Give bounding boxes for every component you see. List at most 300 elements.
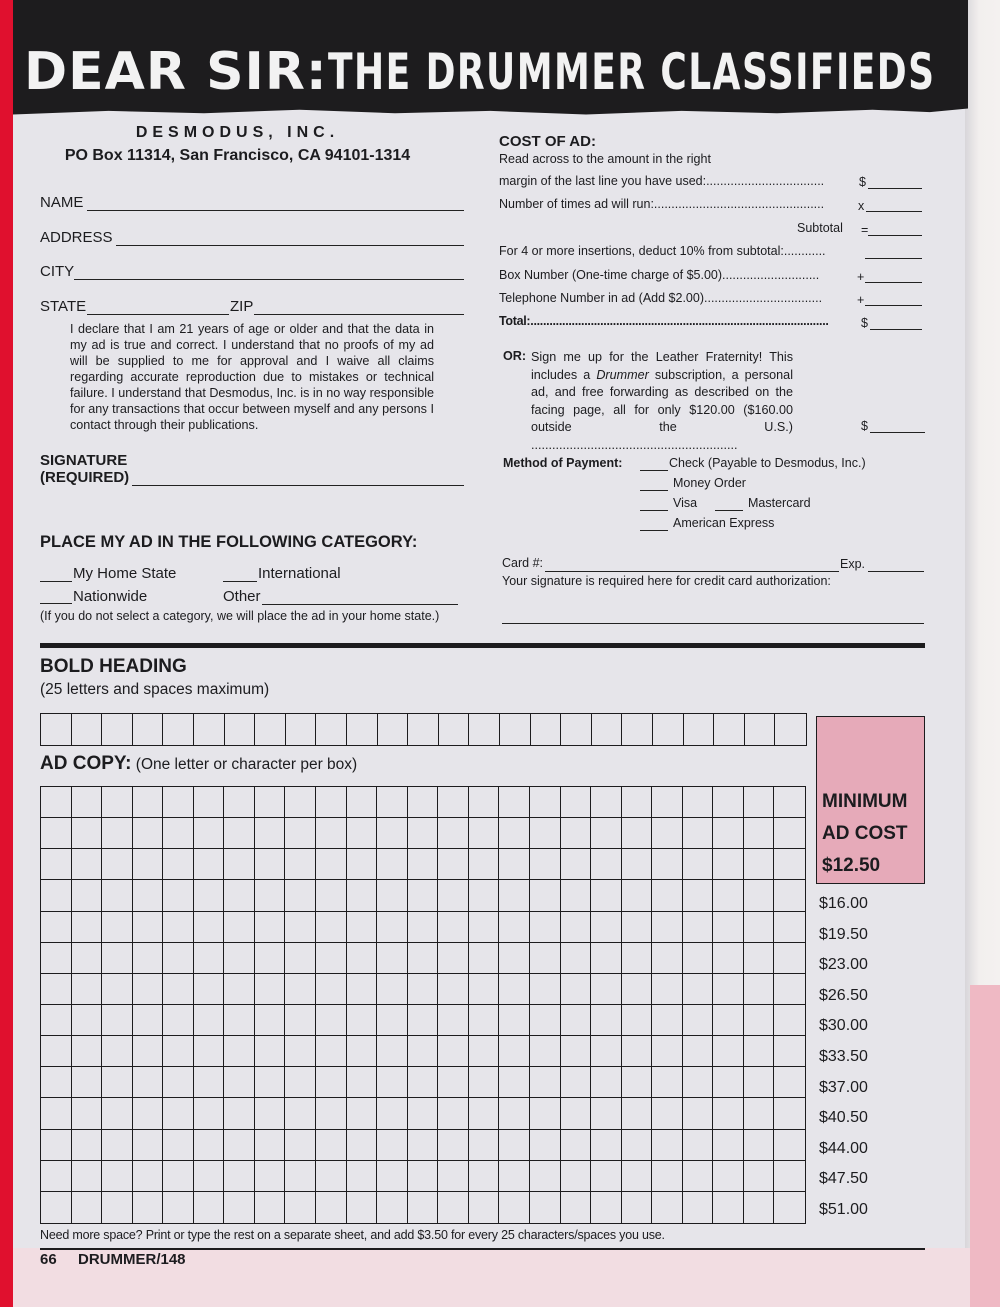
- ad-copy-box[interactable]: [774, 1067, 805, 1098]
- ad-copy-box[interactable]: [255, 1130, 286, 1161]
- ad-copy-box[interactable]: [224, 1098, 255, 1129]
- ad-copy-box[interactable]: [408, 1192, 439, 1223]
- ad-copy-box[interactable]: [438, 1192, 469, 1223]
- ad-copy-box[interactable]: [713, 912, 744, 943]
- heading-box[interactable]: [500, 714, 531, 745]
- ad-copy-box[interactable]: [744, 818, 775, 849]
- payment-visa-checkbox[interactable]: [640, 510, 668, 511]
- ad-copy-box[interactable]: [316, 818, 347, 849]
- ad-copy-box[interactable]: [377, 1005, 408, 1036]
- ad-copy-box[interactable]: [163, 1098, 194, 1129]
- ad-copy-box[interactable]: [591, 787, 622, 818]
- ad-copy-box[interactable]: [469, 1130, 500, 1161]
- ad-copy-box[interactable]: [285, 1098, 316, 1129]
- ad-copy-box[interactable]: [133, 1130, 164, 1161]
- ad-copy-box[interactable]: [316, 787, 347, 818]
- ad-copy-box[interactable]: [102, 1098, 133, 1129]
- ad-copy-box[interactable]: [652, 1067, 683, 1098]
- ad-copy-box[interactable]: [41, 1098, 72, 1129]
- ad-copy-box[interactable]: [41, 943, 72, 974]
- ad-copy-box[interactable]: [377, 1098, 408, 1129]
- payment-money-order-checkbox[interactable]: [640, 490, 668, 491]
- ad-copy-box[interactable]: [744, 1036, 775, 1067]
- ad-copy-box[interactable]: [561, 1067, 592, 1098]
- ad-copy-box[interactable]: [499, 1005, 530, 1036]
- heading-box[interactable]: [684, 714, 715, 745]
- ad-copy-box[interactable]: [713, 1161, 744, 1192]
- ad-copy-box[interactable]: [102, 818, 133, 849]
- ad-copy-box[interactable]: [41, 818, 72, 849]
- ad-copy-box[interactable]: [255, 1067, 286, 1098]
- ad-copy-box[interactable]: [683, 943, 714, 974]
- ad-copy-box[interactable]: [255, 880, 286, 911]
- ad-copy-box[interactable]: [530, 1161, 561, 1192]
- ad-copy-box[interactable]: [133, 1192, 164, 1223]
- ad-copy-box[interactable]: [744, 849, 775, 880]
- ad-copy-box[interactable]: [469, 849, 500, 880]
- ad-copy-box[interactable]: [499, 1161, 530, 1192]
- ad-copy-box[interactable]: [499, 1192, 530, 1223]
- ad-copy-box[interactable]: [408, 880, 439, 911]
- ad-copy-box[interactable]: [102, 1036, 133, 1067]
- ad-copy-box[interactable]: [163, 1192, 194, 1223]
- ad-copy-box[interactable]: [224, 1192, 255, 1223]
- ad-copy-box[interactable]: [591, 818, 622, 849]
- ad-copy-box[interactable]: [102, 912, 133, 943]
- ad-copy-box[interactable]: [377, 1036, 408, 1067]
- ad-copy-box[interactable]: [316, 1130, 347, 1161]
- ad-copy-box[interactable]: [255, 849, 286, 880]
- cost-telephone-field[interactable]: [865, 305, 922, 306]
- ad-copy-box[interactable]: [774, 1192, 805, 1223]
- address-field[interactable]: [116, 245, 464, 246]
- ad-copy-box[interactable]: [408, 849, 439, 880]
- ad-copy-box[interactable]: [530, 880, 561, 911]
- signature-field[interactable]: [132, 485, 464, 486]
- ad-copy-box[interactable]: [224, 1161, 255, 1192]
- ad-copy-box[interactable]: [347, 1036, 378, 1067]
- ad-copy-box[interactable]: [683, 1005, 714, 1036]
- ad-copy-box[interactable]: [683, 1067, 714, 1098]
- ad-copy-box[interactable]: [530, 943, 561, 974]
- ad-copy-box[interactable]: [72, 1098, 103, 1129]
- ad-copy-box[interactable]: [285, 880, 316, 911]
- heading-box[interactable]: [194, 714, 225, 745]
- ad-copy-box[interactable]: [744, 912, 775, 943]
- ad-copy-box[interactable]: [102, 974, 133, 1005]
- ad-copy-box[interactable]: [683, 912, 714, 943]
- ad-copy-box[interactable]: [469, 1067, 500, 1098]
- ad-copy-box[interactable]: [72, 912, 103, 943]
- ad-copy-box[interactable]: [683, 1130, 714, 1161]
- ad-copy-box[interactable]: [163, 849, 194, 880]
- ad-copy-box[interactable]: [652, 912, 683, 943]
- ad-copy-box[interactable]: [652, 1098, 683, 1129]
- state-field[interactable]: [87, 314, 229, 315]
- ad-copy-box[interactable]: [469, 1036, 500, 1067]
- ad-copy-box[interactable]: [713, 1098, 744, 1129]
- ad-copy-box[interactable]: [622, 1067, 653, 1098]
- ad-copy-box[interactable]: [133, 818, 164, 849]
- ad-copy-box[interactable]: [774, 912, 805, 943]
- ad-copy-box[interactable]: [713, 818, 744, 849]
- ad-copy-box[interactable]: [561, 912, 592, 943]
- ad-copy-box[interactable]: [316, 1161, 347, 1192]
- ad-copy-box[interactable]: [194, 1098, 225, 1129]
- name-field[interactable]: [87, 210, 464, 211]
- ad-copy-box[interactable]: [133, 849, 164, 880]
- ad-copy-box[interactable]: [41, 1005, 72, 1036]
- ad-copy-box[interactable]: [72, 1005, 103, 1036]
- ad-copy-box[interactable]: [622, 943, 653, 974]
- ad-copy-box[interactable]: [713, 1067, 744, 1098]
- ad-copy-box[interactable]: [469, 1005, 500, 1036]
- ad-copy-box[interactable]: [591, 1005, 622, 1036]
- ad-copy-box[interactable]: [194, 880, 225, 911]
- ad-copy-box[interactable]: [41, 1130, 72, 1161]
- ad-copy-box[interactable]: [438, 880, 469, 911]
- ad-copy-box[interactable]: [530, 818, 561, 849]
- ad-copy-box[interactable]: [224, 943, 255, 974]
- ad-copy-box[interactable]: [591, 1067, 622, 1098]
- ad-copy-box[interactable]: [652, 1005, 683, 1036]
- ad-copy-box[interactable]: [591, 880, 622, 911]
- ad-copy-box[interactable]: [438, 787, 469, 818]
- ad-copy-box[interactable]: [72, 849, 103, 880]
- cost-last-line-field[interactable]: [868, 188, 922, 189]
- ad-copy-box[interactable]: [469, 1161, 500, 1192]
- ad-copy-box[interactable]: [713, 849, 744, 880]
- ad-copy-box[interactable]: [347, 974, 378, 1005]
- ad-copy-box[interactable]: [194, 1192, 225, 1223]
- heading-box[interactable]: [531, 714, 562, 745]
- ad-copy-box[interactable]: [347, 787, 378, 818]
- bold-heading-boxes[interactable]: [40, 713, 807, 746]
- ad-copy-box[interactable]: [224, 1130, 255, 1161]
- ad-copy-box[interactable]: [377, 1192, 408, 1223]
- ad-copy-box[interactable]: [347, 880, 378, 911]
- ad-copy-box[interactable]: [469, 974, 500, 1005]
- ad-copy-box[interactable]: [652, 1130, 683, 1161]
- ad-copy-box[interactable]: [255, 1098, 286, 1129]
- heading-box[interactable]: [347, 714, 378, 745]
- ad-copy-box[interactable]: [133, 880, 164, 911]
- heading-box[interactable]: [41, 714, 72, 745]
- ad-copy-box[interactable]: [561, 849, 592, 880]
- ad-copy-box[interactable]: [683, 880, 714, 911]
- ad-copy-box[interactable]: [102, 943, 133, 974]
- ad-copy-box[interactable]: [255, 1192, 286, 1223]
- ad-copy-box[interactable]: [224, 818, 255, 849]
- ad-copy-box[interactable]: [561, 1005, 592, 1036]
- ad-copy-box[interactable]: [774, 1130, 805, 1161]
- ad-copy-box[interactable]: [102, 1161, 133, 1192]
- ad-copy-box[interactable]: [438, 1067, 469, 1098]
- ad-copy-box[interactable]: [652, 1161, 683, 1192]
- ad-copy-box[interactable]: [622, 1005, 653, 1036]
- ad-copy-box[interactable]: [652, 880, 683, 911]
- ad-copy-box[interactable]: [285, 1036, 316, 1067]
- ad-copy-box[interactable]: [377, 1067, 408, 1098]
- heading-box[interactable]: [225, 714, 256, 745]
- ad-copy-box[interactable]: [499, 974, 530, 1005]
- ad-copy-box[interactable]: [530, 974, 561, 1005]
- ad-copy-box[interactable]: [561, 974, 592, 1005]
- ad-copy-box[interactable]: [744, 1161, 775, 1192]
- heading-box[interactable]: [102, 714, 133, 745]
- ad-copy-box[interactable]: [652, 943, 683, 974]
- ad-copy-box[interactable]: [316, 880, 347, 911]
- ad-copy-box[interactable]: [255, 1161, 286, 1192]
- ad-copy-box[interactable]: [622, 974, 653, 1005]
- ad-copy-box[interactable]: [744, 787, 775, 818]
- ad-copy-box[interactable]: [744, 974, 775, 1005]
- heading-box[interactable]: [622, 714, 653, 745]
- ad-copy-box[interactable]: [377, 787, 408, 818]
- ad-copy-box[interactable]: [408, 1036, 439, 1067]
- ad-copy-box[interactable]: [408, 1161, 439, 1192]
- ad-copy-box[interactable]: [194, 1161, 225, 1192]
- ad-copy-box[interactable]: [285, 849, 316, 880]
- ad-copy-box[interactable]: [683, 818, 714, 849]
- ad-copy-box[interactable]: [347, 1005, 378, 1036]
- ad-copy-box[interactable]: [713, 1192, 744, 1223]
- ad-copy-box[interactable]: [163, 943, 194, 974]
- ad-copy-box[interactable]: [683, 849, 714, 880]
- ad-copy-box[interactable]: [408, 787, 439, 818]
- ad-copy-box[interactable]: [591, 1098, 622, 1129]
- ad-copy-box[interactable]: [744, 943, 775, 974]
- ad-copy-box[interactable]: [622, 1192, 653, 1223]
- ad-copy-box[interactable]: [224, 1005, 255, 1036]
- ad-copy-box[interactable]: [499, 880, 530, 911]
- ad-copy-box[interactable]: [194, 912, 225, 943]
- ad-copy-box[interactable]: [194, 1036, 225, 1067]
- ad-copy-box[interactable]: [133, 787, 164, 818]
- ad-copy-box[interactable]: [133, 912, 164, 943]
- ad-copy-box[interactable]: [713, 1005, 744, 1036]
- ad-copy-box[interactable]: [285, 1192, 316, 1223]
- ad-copy-box[interactable]: [72, 974, 103, 1005]
- ad-copy-box[interactable]: [41, 787, 72, 818]
- heading-box[interactable]: [286, 714, 317, 745]
- ad-copy-box[interactable]: [438, 943, 469, 974]
- ad-copy-box[interactable]: [652, 818, 683, 849]
- ad-copy-box[interactable]: [285, 943, 316, 974]
- ad-copy-box[interactable]: [163, 787, 194, 818]
- ad-copy-box[interactable]: [438, 1098, 469, 1129]
- ad-copy-box[interactable]: [622, 1130, 653, 1161]
- ad-copy-box[interactable]: [622, 818, 653, 849]
- ad-copy-box[interactable]: [469, 880, 500, 911]
- payment-mastercard-checkbox[interactable]: [715, 510, 743, 511]
- ad-copy-box[interactable]: [530, 1130, 561, 1161]
- ad-copy-box[interactable]: [347, 1098, 378, 1129]
- ad-copy-box[interactable]: [255, 1005, 286, 1036]
- ad-copy-box[interactable]: [224, 787, 255, 818]
- ad-copy-box[interactable]: [194, 974, 225, 1005]
- ad-copy-box[interactable]: [744, 1067, 775, 1098]
- ad-copy-box[interactable]: [438, 1005, 469, 1036]
- ad-copy-box[interactable]: [438, 1161, 469, 1192]
- ad-copy-box[interactable]: [683, 1161, 714, 1192]
- ad-copy-box[interactable]: [530, 787, 561, 818]
- ad-copy-box[interactable]: [41, 849, 72, 880]
- ad-copy-box[interactable]: [163, 1161, 194, 1192]
- ad-copy-box[interactable]: [408, 1067, 439, 1098]
- ad-copy-box[interactable]: [591, 943, 622, 974]
- ad-copy-box[interactable]: [316, 849, 347, 880]
- ad-copy-box[interactable]: [224, 1036, 255, 1067]
- ad-copy-box[interactable]: [683, 1098, 714, 1129]
- ad-copy-box[interactable]: [744, 1098, 775, 1129]
- ad-copy-box[interactable]: [316, 912, 347, 943]
- ad-copy-box[interactable]: [41, 1192, 72, 1223]
- ad-copy-box[interactable]: [377, 880, 408, 911]
- ad-copy-box[interactable]: [774, 849, 805, 880]
- heading-box[interactable]: [133, 714, 164, 745]
- ad-copy-box[interactable]: [530, 1098, 561, 1129]
- ad-copy-box[interactable]: [499, 787, 530, 818]
- ad-copy-box[interactable]: [438, 849, 469, 880]
- ad-copy-box[interactable]: [530, 1192, 561, 1223]
- ad-copy-box[interactable]: [41, 1036, 72, 1067]
- ad-copy-box[interactable]: [622, 1036, 653, 1067]
- ad-copy-box[interactable]: [194, 849, 225, 880]
- ad-copy-box[interactable]: [530, 1067, 561, 1098]
- ad-copy-box[interactable]: [499, 1130, 530, 1161]
- ad-copy-box[interactable]: [652, 974, 683, 1005]
- ad-copy-box[interactable]: [561, 787, 592, 818]
- ad-copy-box[interactable]: [102, 787, 133, 818]
- ad-copy-box[interactable]: [408, 912, 439, 943]
- ad-copy-box[interactable]: [133, 943, 164, 974]
- ad-copy-box[interactable]: [774, 1005, 805, 1036]
- ad-copy-box[interactable]: [377, 1130, 408, 1161]
- category-nationwide-checkbox[interactable]: [40, 603, 72, 604]
- ad-copy-box[interactable]: [72, 1067, 103, 1098]
- ad-copy-box[interactable]: [683, 1036, 714, 1067]
- ad-copy-box[interactable]: [316, 1005, 347, 1036]
- ad-copy-box[interactable]: [774, 1036, 805, 1067]
- category-international-checkbox[interactable]: [223, 581, 257, 582]
- ad-copy-box[interactable]: [652, 849, 683, 880]
- ad-copy-box[interactable]: [622, 880, 653, 911]
- ad-copy-box[interactable]: [713, 974, 744, 1005]
- ad-copy-box[interactable]: [224, 880, 255, 911]
- ad-copy-box[interactable]: [713, 1036, 744, 1067]
- ad-copy-box[interactable]: [774, 880, 805, 911]
- ad-copy-box[interactable]: [591, 1036, 622, 1067]
- ad-copy-box[interactable]: [408, 1098, 439, 1129]
- ad-copy-box[interactable]: [591, 974, 622, 1005]
- ad-copy-box[interactable]: [438, 818, 469, 849]
- ad-copy-box[interactable]: [316, 974, 347, 1005]
- ad-copy-box[interactable]: [163, 974, 194, 1005]
- ad-copy-box[interactable]: [561, 1098, 592, 1129]
- ad-copy-box[interactable]: [72, 1192, 103, 1223]
- ad-copy-box[interactable]: [438, 1036, 469, 1067]
- ad-copy-box[interactable]: [163, 880, 194, 911]
- ad-copy-box[interactable]: [194, 787, 225, 818]
- ad-copy-box[interactable]: [683, 974, 714, 1005]
- ad-copy-box[interactable]: [469, 943, 500, 974]
- ad-copy-box[interactable]: [774, 1161, 805, 1192]
- ad-copy-box[interactable]: [285, 1005, 316, 1036]
- ad-copy-box[interactable]: [530, 1005, 561, 1036]
- ad-copy-box[interactable]: [347, 1192, 378, 1223]
- ad-copy-box[interactable]: [102, 1005, 133, 1036]
- ad-copy-box[interactable]: [316, 1036, 347, 1067]
- ad-copy-box[interactable]: [255, 1036, 286, 1067]
- ad-copy-box[interactable]: [163, 912, 194, 943]
- cost-box-number-field[interactable]: [865, 282, 922, 283]
- card-exp-field[interactable]: [868, 571, 924, 572]
- ad-copy-box[interactable]: [194, 1005, 225, 1036]
- ad-copy-box[interactable]: [285, 1067, 316, 1098]
- ad-copy-box[interactable]: [347, 849, 378, 880]
- fraternity-amount-field[interactable]: [870, 432, 925, 433]
- ad-copy-box[interactable]: [499, 912, 530, 943]
- ad-copy-box[interactable]: [561, 1036, 592, 1067]
- ad-copy-box[interactable]: [591, 912, 622, 943]
- cost-subtotal-field[interactable]: [868, 235, 922, 236]
- ad-copy-boxes[interactable]: [40, 786, 806, 1224]
- ad-copy-box[interactable]: [347, 1130, 378, 1161]
- ad-copy-box[interactable]: [683, 787, 714, 818]
- ad-copy-box[interactable]: [102, 1067, 133, 1098]
- ad-copy-box[interactable]: [622, 1098, 653, 1129]
- ad-copy-box[interactable]: [102, 849, 133, 880]
- ad-copy-box[interactable]: [377, 849, 408, 880]
- ad-copy-box[interactable]: [163, 1036, 194, 1067]
- heading-box[interactable]: [714, 714, 745, 745]
- ad-copy-box[interactable]: [194, 818, 225, 849]
- ad-copy-box[interactable]: [408, 818, 439, 849]
- ad-copy-box[interactable]: [41, 1067, 72, 1098]
- ad-copy-box[interactable]: [469, 787, 500, 818]
- ad-copy-box[interactable]: [285, 787, 316, 818]
- ad-copy-box[interactable]: [133, 1005, 164, 1036]
- ad-copy-box[interactable]: [347, 1161, 378, 1192]
- card-number-field[interactable]: [545, 571, 839, 572]
- ad-copy-box[interactable]: [377, 1161, 408, 1192]
- heading-box[interactable]: [439, 714, 470, 745]
- heading-box[interactable]: [378, 714, 409, 745]
- ad-copy-box[interactable]: [377, 912, 408, 943]
- ad-copy-box[interactable]: [255, 974, 286, 1005]
- ad-copy-box[interactable]: [255, 912, 286, 943]
- ad-copy-box[interactable]: [133, 974, 164, 1005]
- ad-copy-box[interactable]: [285, 1130, 316, 1161]
- ad-copy-box[interactable]: [408, 974, 439, 1005]
- ad-copy-box[interactable]: [285, 818, 316, 849]
- ad-copy-box[interactable]: [102, 1192, 133, 1223]
- ad-copy-box[interactable]: [591, 1192, 622, 1223]
- ad-copy-box[interactable]: [561, 880, 592, 911]
- ad-copy-box[interactable]: [72, 818, 103, 849]
- ad-copy-box[interactable]: [774, 974, 805, 1005]
- heading-box[interactable]: [316, 714, 347, 745]
- ad-copy-box[interactable]: [133, 1036, 164, 1067]
- heading-box[interactable]: [653, 714, 684, 745]
- card-signature-field[interactable]: [502, 623, 924, 624]
- ad-copy-box[interactable]: [41, 974, 72, 1005]
- ad-copy-box[interactable]: [41, 912, 72, 943]
- ad-copy-box[interactable]: [72, 1161, 103, 1192]
- ad-copy-box[interactable]: [163, 1005, 194, 1036]
- payment-check-checkbox[interactable]: [640, 470, 668, 471]
